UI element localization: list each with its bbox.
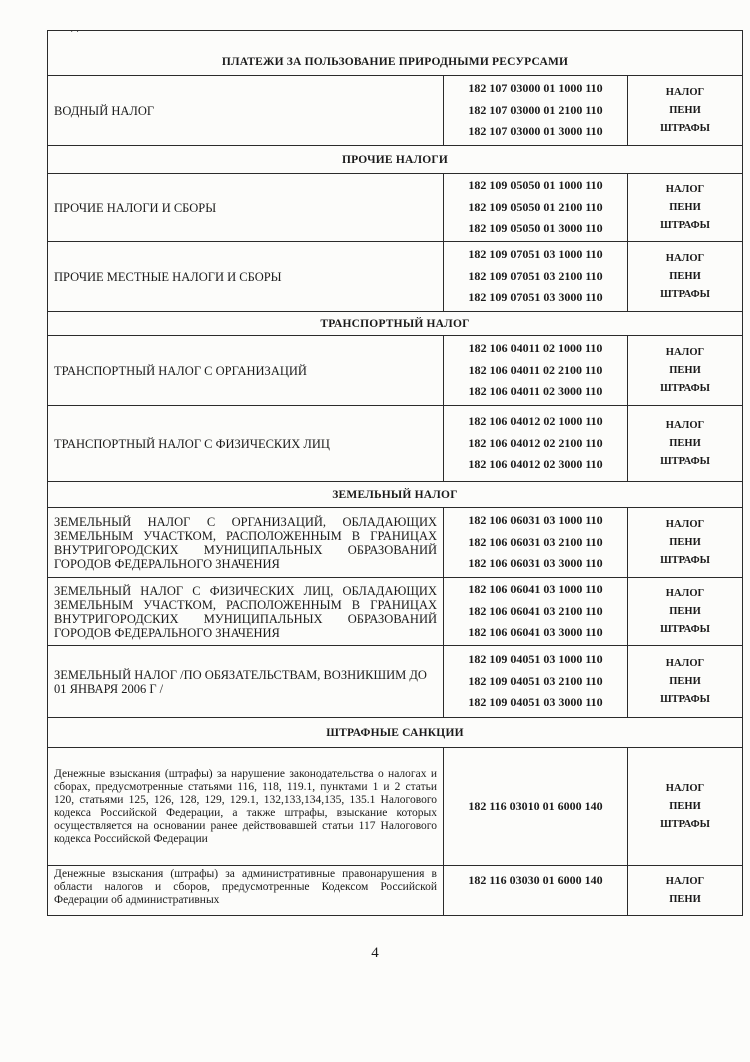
section-header [48,312,743,336]
kind-tax: НАЛОГ [665,587,705,599]
kind-tax: НАЛОГ [665,657,705,669]
kbk-code: 182 106 04012 02 3000 110 [468,457,603,472]
kbk-codes [444,242,628,312]
payment-kinds [628,406,743,482]
kbk-code: 182 106 04012 02 2100 110 [468,435,603,450]
payment-kinds [628,508,743,578]
kbk-code: 182 109 05050 01 1000 110 [468,178,603,193]
kbk-code: 182 109 04051 03 1000 110 [468,652,603,667]
kbk-code: 182 106 06041 03 1000 110 [468,582,603,597]
kbk-code: 182 107 03000 01 2100 110 [468,102,603,117]
tax-codes-table [47,30,743,916]
kind-penalty: ПЕНИ [669,364,701,376]
kbk-code: 182 106 06031 03 1000 110 [468,513,603,528]
kind-penalty: ПЕНИ [669,201,701,213]
kind-fines: ШТРАФЫ [660,288,710,300]
table-row [48,748,743,866]
page-number: 4 [371,945,379,961]
kind-fines: ШТРАФЫ [660,693,710,705]
payment-kinds [628,748,743,866]
tax-name: ЗЕМЕЛЬНЫЙ НАЛОГ /ПО ОБЯЗАТЕЛЬСТВАМ, ВОЗНИКШИМ ДО 01 ЯНВАРЯ 2006 Г / [48,646,444,718]
kbk-code: 182 109 07051 03 2100 110 [468,268,603,283]
kind-penalty: ПЕНИ [669,800,701,812]
kind-tax: НАЛОГ [665,518,705,530]
table-row [48,646,743,718]
section-title: ПЛАТЕЖИ ЗА ПОЛЬЗОВАНИЕ ПРИРОДНЫМИ РЕСУРСАМИ [48,50,743,76]
section-header [48,482,743,508]
tax-name: ПРОЧИЕ НАЛОГИ И СБОРЫ [48,174,444,242]
kbk-code: 182 109 04051 03 2100 110 [468,673,603,688]
kind-fines: ШТРАФЫ [660,554,710,566]
kind-penalty: ПЕНИ [669,536,701,548]
kbk-code: 182 106 06031 03 3000 110 [468,556,603,571]
payment-kinds [628,336,743,406]
tax-name: ПРОЧИЕ МЕСТНЫЕ НАЛОГИ И СБОРЫ [48,242,444,312]
kind-fines: ШТРАФЫ [660,219,710,231]
kind-penalty: ПЕНИ [669,437,701,449]
tax-name: ТРАНСПОРТНЫЙ НАЛОГ С ОРГАНИЗАЦИЙ [48,336,444,406]
table-row [48,866,743,916]
kbk-codes [444,748,628,866]
kind-tax: НАЛОГ [665,875,705,887]
tax-name: Денежные взыскания (штрафы) за нарушение законодательства о налогах и сборах, предусмотренные статьями 116, 118, 119.1, пунктами 1 и 2 статьи 120, статьями 125, 126, 128, 129, 129.1, 132,133,134,135, 135.1 Налогового кодекса Российской Федерации, а также штрафы, взыскание которых осуществляется на основании ранее действовавшей статьи 117 Налогового кодекса Российской Федерации [48,748,444,866]
table-top-spacer [48,31,743,50]
kbk-code: 182 107 03000 01 3000 110 [468,124,603,139]
table-row [48,406,743,482]
tax-name: ТРАНСПОРТНЫЙ НАЛОГ С ФИЗИЧЕСКИХ ЛИЦ [48,406,444,482]
tax-name: ЗЕМЕЛЬНЫЙ НАЛОГ С ФИЗИЧЕСКИХ ЛИЦ, ОБЛАДАЮЩИХ ЗЕМЕЛЬНЫМ УЧАСТКОМ, РАСПОЛОЖЕННЫМ В ГРАНИЦАХ ВНУТРИГОРОДСКИХ МУНИЦИПАЛЬНЫХ ОБРАЗОВАНИЙ ГОРОДОВ ФЕДЕРАЛЬНОГО ЗНАЧЕНИЯ [48,578,444,646]
kbk-code: 182 106 04011 02 2100 110 [468,362,603,377]
payment-kinds [628,76,743,146]
kind-penalty: ПЕНИ [669,893,701,905]
table-row [48,578,743,646]
kind-tax: НАЛОГ [665,252,705,264]
kind-penalty: ПЕНИ [669,270,701,282]
kind-fines: ШТРАФЫ [660,455,710,467]
kbk-code: 182 109 07051 03 3000 110 [468,290,603,305]
kind-tax: НАЛОГ [665,183,705,195]
kbk-codes [444,578,628,646]
kbk-code: 182 109 05050 01 2100 110 [468,199,603,214]
section-title: ШТРАФНЫЕ САНКЦИИ [48,718,743,748]
kind-fines: ШТРАФЫ [660,122,710,134]
kbk-code: 182 106 04011 02 1000 110 [468,341,603,356]
payment-kinds [628,866,743,916]
section-title: ТРАНСПОРТНЫЙ НАЛОГ [48,312,743,336]
kbk-code: 182 106 04012 02 1000 110 [468,414,603,429]
kind-penalty: ПЕНИ [669,605,701,617]
table-row [48,76,743,146]
kbk-codes [444,336,628,406]
kbk-code: 182 116 03030 01 6000 140 [468,873,603,887]
kbk-code: 182 106 06041 03 2100 110 [468,603,603,618]
kind-fines: ШТРАФЫ [660,382,710,394]
kind-tax: НАЛОГ [665,86,705,98]
section-title: ЗЕМЕЛЬНЫЙ НАЛОГ [48,482,743,508]
kbk-codes [444,866,628,916]
section-header [48,718,743,748]
table-row [48,174,743,242]
kbk-codes [444,508,628,578]
kbk-code: 182 109 07051 03 1000 110 [468,247,603,262]
kbk-codes [444,76,628,146]
kbk-code: 182 109 04051 03 3000 110 [468,695,603,710]
kind-tax: НАЛОГ [665,782,705,794]
section-header [48,146,743,174]
kbk-codes [444,406,628,482]
kbk-codes [444,174,628,242]
tax-name: ВОДНЫЙ НАЛОГ [48,76,444,146]
tax-name: ЗЕМЕЛЬНЫЙ НАЛОГ С ОРГАНИЗАЦИЙ, ОБЛАДАЮЩИХ ЗЕМЕЛЬНЫМ УЧАСТКОМ, РАСПОЛОЖЕННЫМ В ГРАНИЦАХ ВНУТРИГОРОДСКИХ МУНИЦИПАЛЬНЫХ ОБРАЗОВАНИЙ ГОРОДОВ ФЕДЕРАЛЬНОГО ЗНАЧЕНИЯ [48,508,444,578]
kind-tax: НАЛОГ [665,419,705,431]
section-header [48,50,743,76]
document-page [47,30,742,916]
kbk-codes [444,646,628,718]
section-title: ПРОЧИЕ НАЛОГИ [48,146,743,174]
kind-fines: ШТРАФЫ [660,623,710,635]
kbk-code: 182 106 06041 03 3000 110 [468,625,603,640]
scan-marks: ˙ ˙ [70,30,80,41]
kbk-code: 182 109 05050 01 3000 110 [468,221,603,236]
payment-kinds [628,174,743,242]
table-row [48,242,743,312]
payment-kinds [628,242,743,312]
table-row [48,508,743,578]
table-row [48,336,743,406]
tax-name: Денежные взыскания (штрафы) за административные правонарушения в области налогов и сборов, предусмотренные Кодексом Российской Федерации об административных [48,866,444,916]
payment-kinds [628,646,743,718]
kind-fines: ШТРАФЫ [660,818,710,830]
kbk-code: 182 106 06031 03 2100 110 [468,534,603,549]
kbk-code: 182 116 03010 01 6000 140 [468,798,603,813]
payment-kinds [628,578,743,646]
kbk-code: 182 106 04011 02 3000 110 [468,384,603,399]
kind-penalty: ПЕНИ [669,104,701,116]
kind-penalty: ПЕНИ [669,675,701,687]
kbk-code: 182 107 03000 01 1000 110 [468,81,603,96]
kind-tax: НАЛОГ [665,346,705,358]
